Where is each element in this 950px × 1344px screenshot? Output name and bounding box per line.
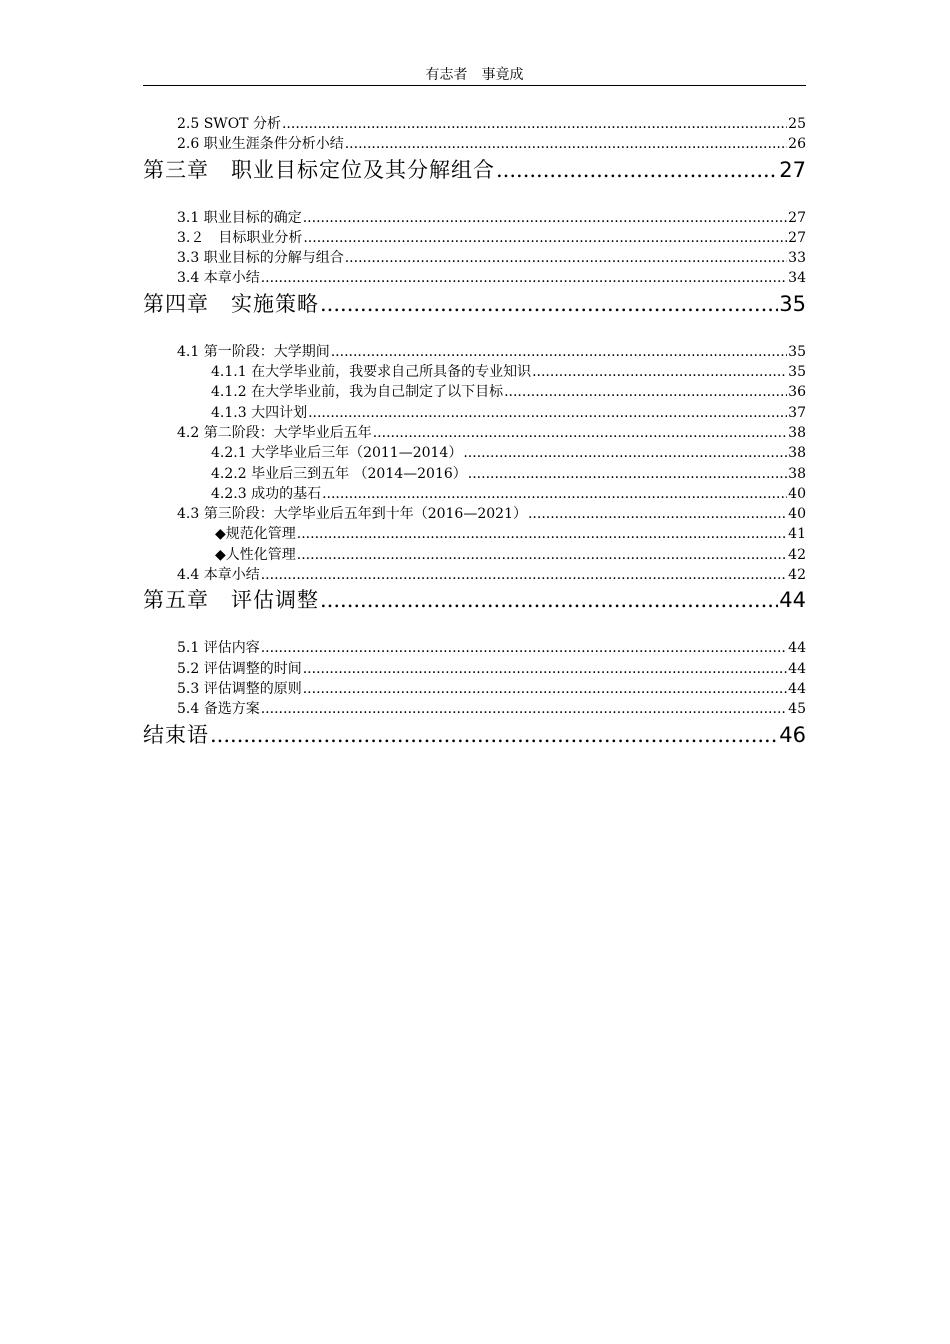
- chapter-title: 第五章 评估调整: [143, 588, 319, 613]
- toc-entry-5-2[interactable]: [143, 659, 806, 679]
- dot-leader: [261, 565, 787, 585]
- header-rule: [143, 85, 806, 86]
- dot-leader: [532, 362, 787, 382]
- toc-page-number: 45: [788, 701, 806, 718]
- dot-leader: [261, 699, 787, 719]
- chapter-gap: [143, 319, 806, 342]
- toc-label: 4.2 第二阶段：大学毕业后五年: [177, 424, 372, 441]
- toc-page-number: 35: [788, 364, 806, 381]
- toc-page-number: 35: [788, 343, 806, 360]
- toc-entry-4-2[interactable]: [143, 423, 806, 443]
- dot-leader: [210, 720, 778, 750]
- toc-entry-3-2[interactable]: [143, 228, 806, 248]
- toc-entry-3-3[interactable]: [143, 248, 806, 268]
- toc-page-number: 26: [788, 136, 806, 153]
- dot-leader: [303, 679, 787, 699]
- toc-label: 3.２ 目标职业分析: [177, 229, 303, 246]
- toc-entry-4-2-2[interactable]: [143, 464, 806, 484]
- toc-entry-3-1[interactable]: [143, 208, 806, 228]
- toc-entry-standardized-management[interactable]: [143, 524, 806, 544]
- toc-label: 5.3 评估调整的原则: [177, 680, 302, 697]
- toc-label: 5.2 评估调整的时间: [177, 660, 302, 677]
- toc-chapter-3[interactable]: [143, 155, 806, 185]
- toc-entry-2-6[interactable]: [143, 134, 806, 154]
- toc-page-number: 37: [788, 404, 806, 421]
- dot-leader: [322, 484, 787, 504]
- dot-leader: [297, 524, 787, 544]
- toc-page-number: 38: [788, 465, 806, 482]
- toc-page-number: 42: [788, 567, 806, 584]
- dot-leader: [261, 268, 787, 288]
- dot-leader: [504, 382, 787, 402]
- chapter-title: 结束语: [143, 722, 209, 747]
- toc-page-number: 44: [788, 640, 806, 657]
- chapter-gap: [143, 185, 806, 208]
- toc-label: 3.4 本章小结: [177, 270, 260, 287]
- chapter-title: 第四章 实施策略: [143, 291, 319, 316]
- toc-entry-5-1[interactable]: [143, 638, 806, 658]
- toc-conclusion[interactable]: [143, 720, 806, 750]
- toc-chapter-4[interactable]: [143, 289, 806, 319]
- toc-page-number: 27: [788, 229, 806, 246]
- toc-entry-4-2-3[interactable]: [143, 484, 806, 504]
- chapter-gap: [143, 615, 806, 638]
- toc-page-number: 33: [788, 250, 806, 267]
- toc-page-number: 41: [788, 526, 806, 543]
- toc-page-number: 38: [788, 424, 806, 441]
- dot-leader: [528, 504, 787, 524]
- toc-entry-4-1-1[interactable]: [143, 362, 806, 382]
- toc-page-number: 34: [788, 270, 806, 287]
- toc-label: 3.3 职业目标的分解与组合: [177, 250, 344, 267]
- toc-page-number: 42: [788, 546, 806, 563]
- toc-entry-4-4[interactable]: [143, 565, 806, 585]
- toc-page-number: 27: [779, 157, 806, 182]
- dot-leader: [320, 585, 778, 615]
- dot-leader: [345, 248, 787, 268]
- toc-entry-4-1[interactable]: [143, 342, 806, 362]
- toc-label: 4.2.3 成功的基石: [211, 485, 322, 502]
- toc-label: 4.1.3 大四计划: [211, 404, 308, 421]
- toc-page-number: 36: [788, 384, 806, 401]
- dot-leader: [468, 464, 787, 484]
- dot-leader: [331, 342, 787, 362]
- dot-leader: [463, 443, 787, 463]
- toc-label: 4.4 本章小结: [177, 567, 260, 584]
- toc-page-number: 35: [779, 291, 806, 316]
- page-header: 有志者 事竟成: [425, 67, 524, 83]
- toc-label: 3.1 职业目标的确定: [177, 209, 302, 226]
- toc-label: 2.5 SWOT 分析: [177, 116, 281, 132]
- dot-leader: [303, 228, 787, 248]
- toc-entry-4-1-3[interactable]: [143, 403, 806, 423]
- toc-label: 4.1.1 在大学毕业前，我要求自己所具备的专业知识: [211, 364, 532, 381]
- toc-page-number: 27: [788, 209, 806, 226]
- toc-page-number: 40: [788, 485, 806, 502]
- dot-leader: [320, 289, 778, 319]
- toc-entry-4-3[interactable]: [143, 504, 806, 524]
- toc-page-number: 40: [788, 506, 806, 523]
- dot-leader: [308, 403, 787, 423]
- toc-label: 4.3 第三阶段：大学毕业后五年到十年（2016—2021）: [177, 506, 527, 523]
- toc-chapter-5[interactable]: [143, 585, 806, 615]
- toc-entry-4-2-1[interactable]: [143, 443, 806, 463]
- toc-label: 5.4 备选方案: [177, 701, 260, 718]
- toc-entry-4-1-2[interactable]: [143, 382, 806, 402]
- dot-leader: [303, 208, 787, 228]
- dot-leader: [345, 134, 787, 154]
- dot-leader: [282, 114, 787, 134]
- toc-entry-2-5[interactable]: [143, 114, 806, 134]
- toc-page-number: 25: [788, 116, 806, 132]
- toc-page-number: 44: [788, 680, 806, 697]
- toc-label: ◆规范化管理: [215, 526, 296, 543]
- toc-label: 5.1 评估内容: [177, 640, 260, 657]
- dot-leader: [496, 155, 778, 185]
- toc-entry-3-4[interactable]: [143, 268, 806, 288]
- toc-entry-humanized-management[interactable]: [143, 545, 806, 565]
- toc-label: 4.2.1 大学毕业后三年（2011—2014）: [211, 445, 463, 462]
- toc-page-number: 38: [788, 445, 806, 462]
- table-of-contents: [143, 114, 806, 750]
- dot-leader: [297, 545, 787, 565]
- toc-label: 4.1 第一阶段：大学期间: [177, 343, 330, 360]
- toc-page-number: 44: [788, 660, 806, 677]
- toc-label: 4.2.2 毕业后三到五年 （2014—2016）: [211, 465, 467, 482]
- dot-leader: [303, 659, 787, 679]
- dot-leader: [261, 638, 787, 658]
- toc-entry-5-3[interactable]: [143, 679, 806, 699]
- toc-page-number: 44: [779, 588, 806, 613]
- toc-label: ◆人性化管理: [215, 546, 296, 563]
- toc-entry-5-4[interactable]: [143, 699, 806, 719]
- dot-leader: [373, 423, 787, 443]
- toc-page-number: 46: [779, 722, 806, 747]
- toc-label: 2.6 职业生涯条件分析小结: [177, 136, 344, 153]
- chapter-title: 第三章 职业目标定位及其分解组合: [143, 157, 495, 182]
- toc-label: 4.1.2 在大学毕业前，我为自己制定了以下目标: [211, 384, 504, 401]
